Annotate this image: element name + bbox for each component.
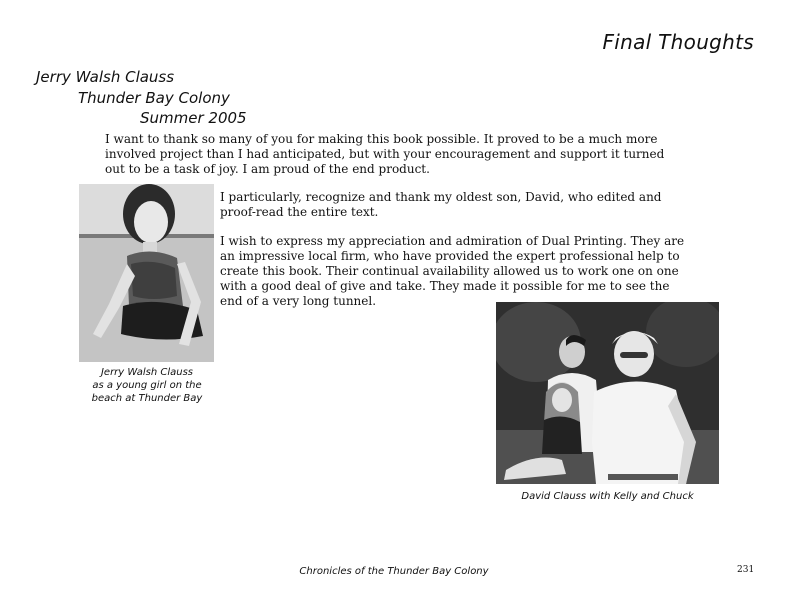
page-title: Final Thoughts — [602, 30, 754, 54]
paragraph-thanks: I want to thank so many of you for making this book possible. It proved to be a much more involved project than I had anticipated, but with your encouragement and support it turned out to be a task of joy. I am proud of the end product. — [105, 132, 665, 176]
caption-line: as a young girl on the — [92, 380, 202, 391]
caption-line: beach at Thunder Bay — [91, 393, 203, 404]
footer-book-title: Chronicles of the Thunder Bay Colony — [299, 566, 489, 577]
author-name: Jerry Walsh Clauss — [36, 68, 175, 86]
photo-david-kelly-chuck — [496, 302, 719, 484]
page-number: 231 — [737, 565, 755, 575]
author-place: Thunder Bay Colony — [78, 89, 230, 107]
paragraph-printer: I wish to express my appreciation and admiration of Dual Printing. They are an impressive local firm, who have provided the expert professional help to create this book. Their continual availability allowed us to work one on one with a good deal of give and take. They made it possible for me to see the end of a very long tunnel. — [220, 234, 685, 308]
caption-line: Jerry Walsh Clauss — [100, 367, 194, 378]
caption-family: David Clauss with Kelly and Chuck — [521, 491, 694, 502]
author-date: Summer 2005 — [140, 109, 247, 127]
photo-young-girl-beach — [79, 184, 214, 362]
paragraph-son: I particularly, recognize and thank my oldest son, David, who edited and proof-read the entire text. — [220, 190, 662, 219]
caption-young-girl — [70, 366, 224, 405]
